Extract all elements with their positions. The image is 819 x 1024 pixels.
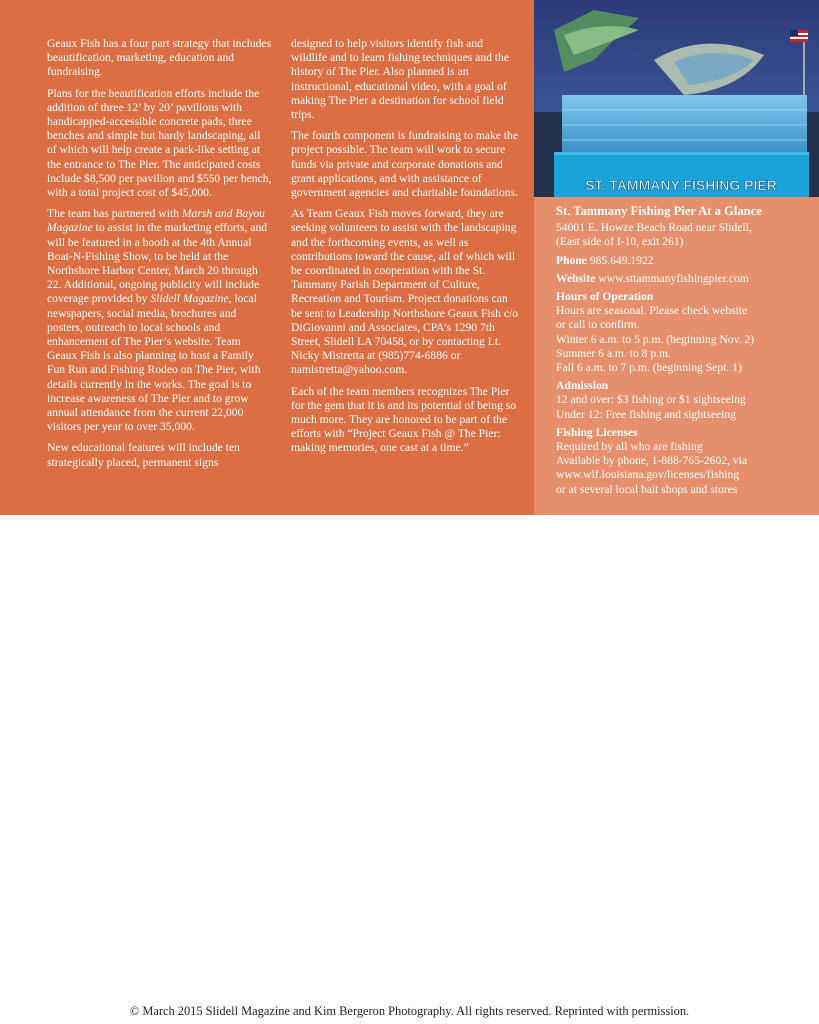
article-column-1 — [47, 37, 272, 477]
article-column-2 — [291, 37, 519, 463]
website: Website www.sttammanyfishingpier.com — [556, 271, 749, 285]
paragraph: Each of the team members recognizes The Pier for the gem that it is and its potential of being so much more. They are honored to be part of the efforts with “Project Geaux Fish @ The Pier: making memories, one cast at a time.” — [291, 384, 517, 455]
address: 54001 E. Howze Beach Road near Slidell, (East side of I-10, exit 261) — [556, 221, 752, 249]
magazine-name: Slidell Magazine — [150, 292, 229, 306]
hours-section: Hours of Operation Hours are seasonal. Please check website or call to confirm. Winter 6 a.m. to 5 p.m. (beginning Nov. 2) Summer 6 a.m. to 8 p.m. Fall 6 a.m. to 7 p.m. (beginning Sept. 1) — [556, 290, 806, 375]
pier-sign-photo — [534, 0, 819, 197]
flag-icon — [790, 30, 808, 42]
phone: Phone 985.649.1922 — [556, 253, 654, 267]
licenses-heading: Fishing Licenses — [556, 425, 638, 439]
copyright-footer: © March 2015 Slidell Magazine and Kim Bergeron Photography. All rights reserved. Reprinted with permission. — [129, 1004, 690, 1018]
pier-sign-illustration — [534, 0, 819, 197]
paragraph: The team has partnered with Marsh and Bayou Magazine to assist in the marketing efforts, and will be featured in a booth at the 4th Annual Boat-N-Fishing Show, to be held at the Northshore Harbor Center, March 20 through 22. Additional, ongoing publicity will include coverage provided by Slidell Magazine, local newspapers, social media, brochures and posters, outreach to local schools and enhancement of The Pier’s website. Team Geaux Fish is also planning to host a Family Fun Run and Fishing Rodeo on The Pier, with details currently in the works. The goal is to increase awareness of The Pier and to grow annual attendance from the current 22,000 visitors per year to over 35,000. — [47, 207, 268, 434]
paragraph: New educational features will include ten strategically placed, permanent signs — [47, 441, 240, 469]
sign-lettering: ST. TAMMANY FISHING PIER — [585, 177, 777, 193]
magazine-name: Marsh and Bayou Magazine — [47, 207, 265, 235]
paragraph: As Team Geaux Fish moves forward, they are seeking volunteers to assist with the landscaping and the forthcoming events, as well as contributions toward the cause, all of which will be coordinated in cooperation with the St. Tammany Parish Department of Culture, Recreation and Tourism. Project donations can be sent to Leadership Northshore Geaux Fish c/o DiGiovanni and Associates, CPA’s 1290 7th Street, Slidell LA 70458, or by contacting Lt. Nicky Mistretta at (985)774-6886 or namistretta@yahoo.com. — [291, 207, 518, 377]
pier-info — [556, 204, 806, 501]
paragraph: designed to help visitors identify fish and wildlife and to learn fishing techniques and the history of The Pier. Also planned is an instructional, educational video, with a goal of making The Pier a destination for school field trips. — [291, 37, 509, 122]
sidebar-title: St. Tammany Fishing Pier At a Glance — [556, 204, 762, 218]
paragraph: Geaux Fish has a four part strategy that includes beautification, marketing, education and fundraising. — [47, 37, 272, 79]
licenses-section: Fishing Licenses Required by all who are fishing Available by phone, 1-888-765-2602, via www.wlf.louisiana.gov/licenses/fishing or at several local bait shops and stores — [556, 426, 806, 497]
hours-heading: Hours of Operation — [556, 290, 654, 304]
admission-section: Admission 12 and over: $3 fishing or $1 sightseeing Under 12: Free fishing and sightseeing — [556, 379, 806, 422]
paragraph: The fourth component is fundraising to make the project possible. The team will work to secure funds via private and corporate donations and grant applications, and with assistance of government agencies and charitable foundations. — [291, 129, 518, 200]
at-a-glance-sidebar — [534, 0, 819, 515]
admission-heading: Admission — [556, 379, 609, 393]
paragraph: Plans for the beautification efforts include the addition of three 12’ by 20’ pavilions with handicapped-accessible concrete pads, three benches and simple but hardy landscaping, all of which will help create a park-like setting at the entrance to The Pier. The anticipated costs include $8,500 per pavilion and $550 per bench, with a total project cost of $45,000. — [47, 86, 272, 200]
